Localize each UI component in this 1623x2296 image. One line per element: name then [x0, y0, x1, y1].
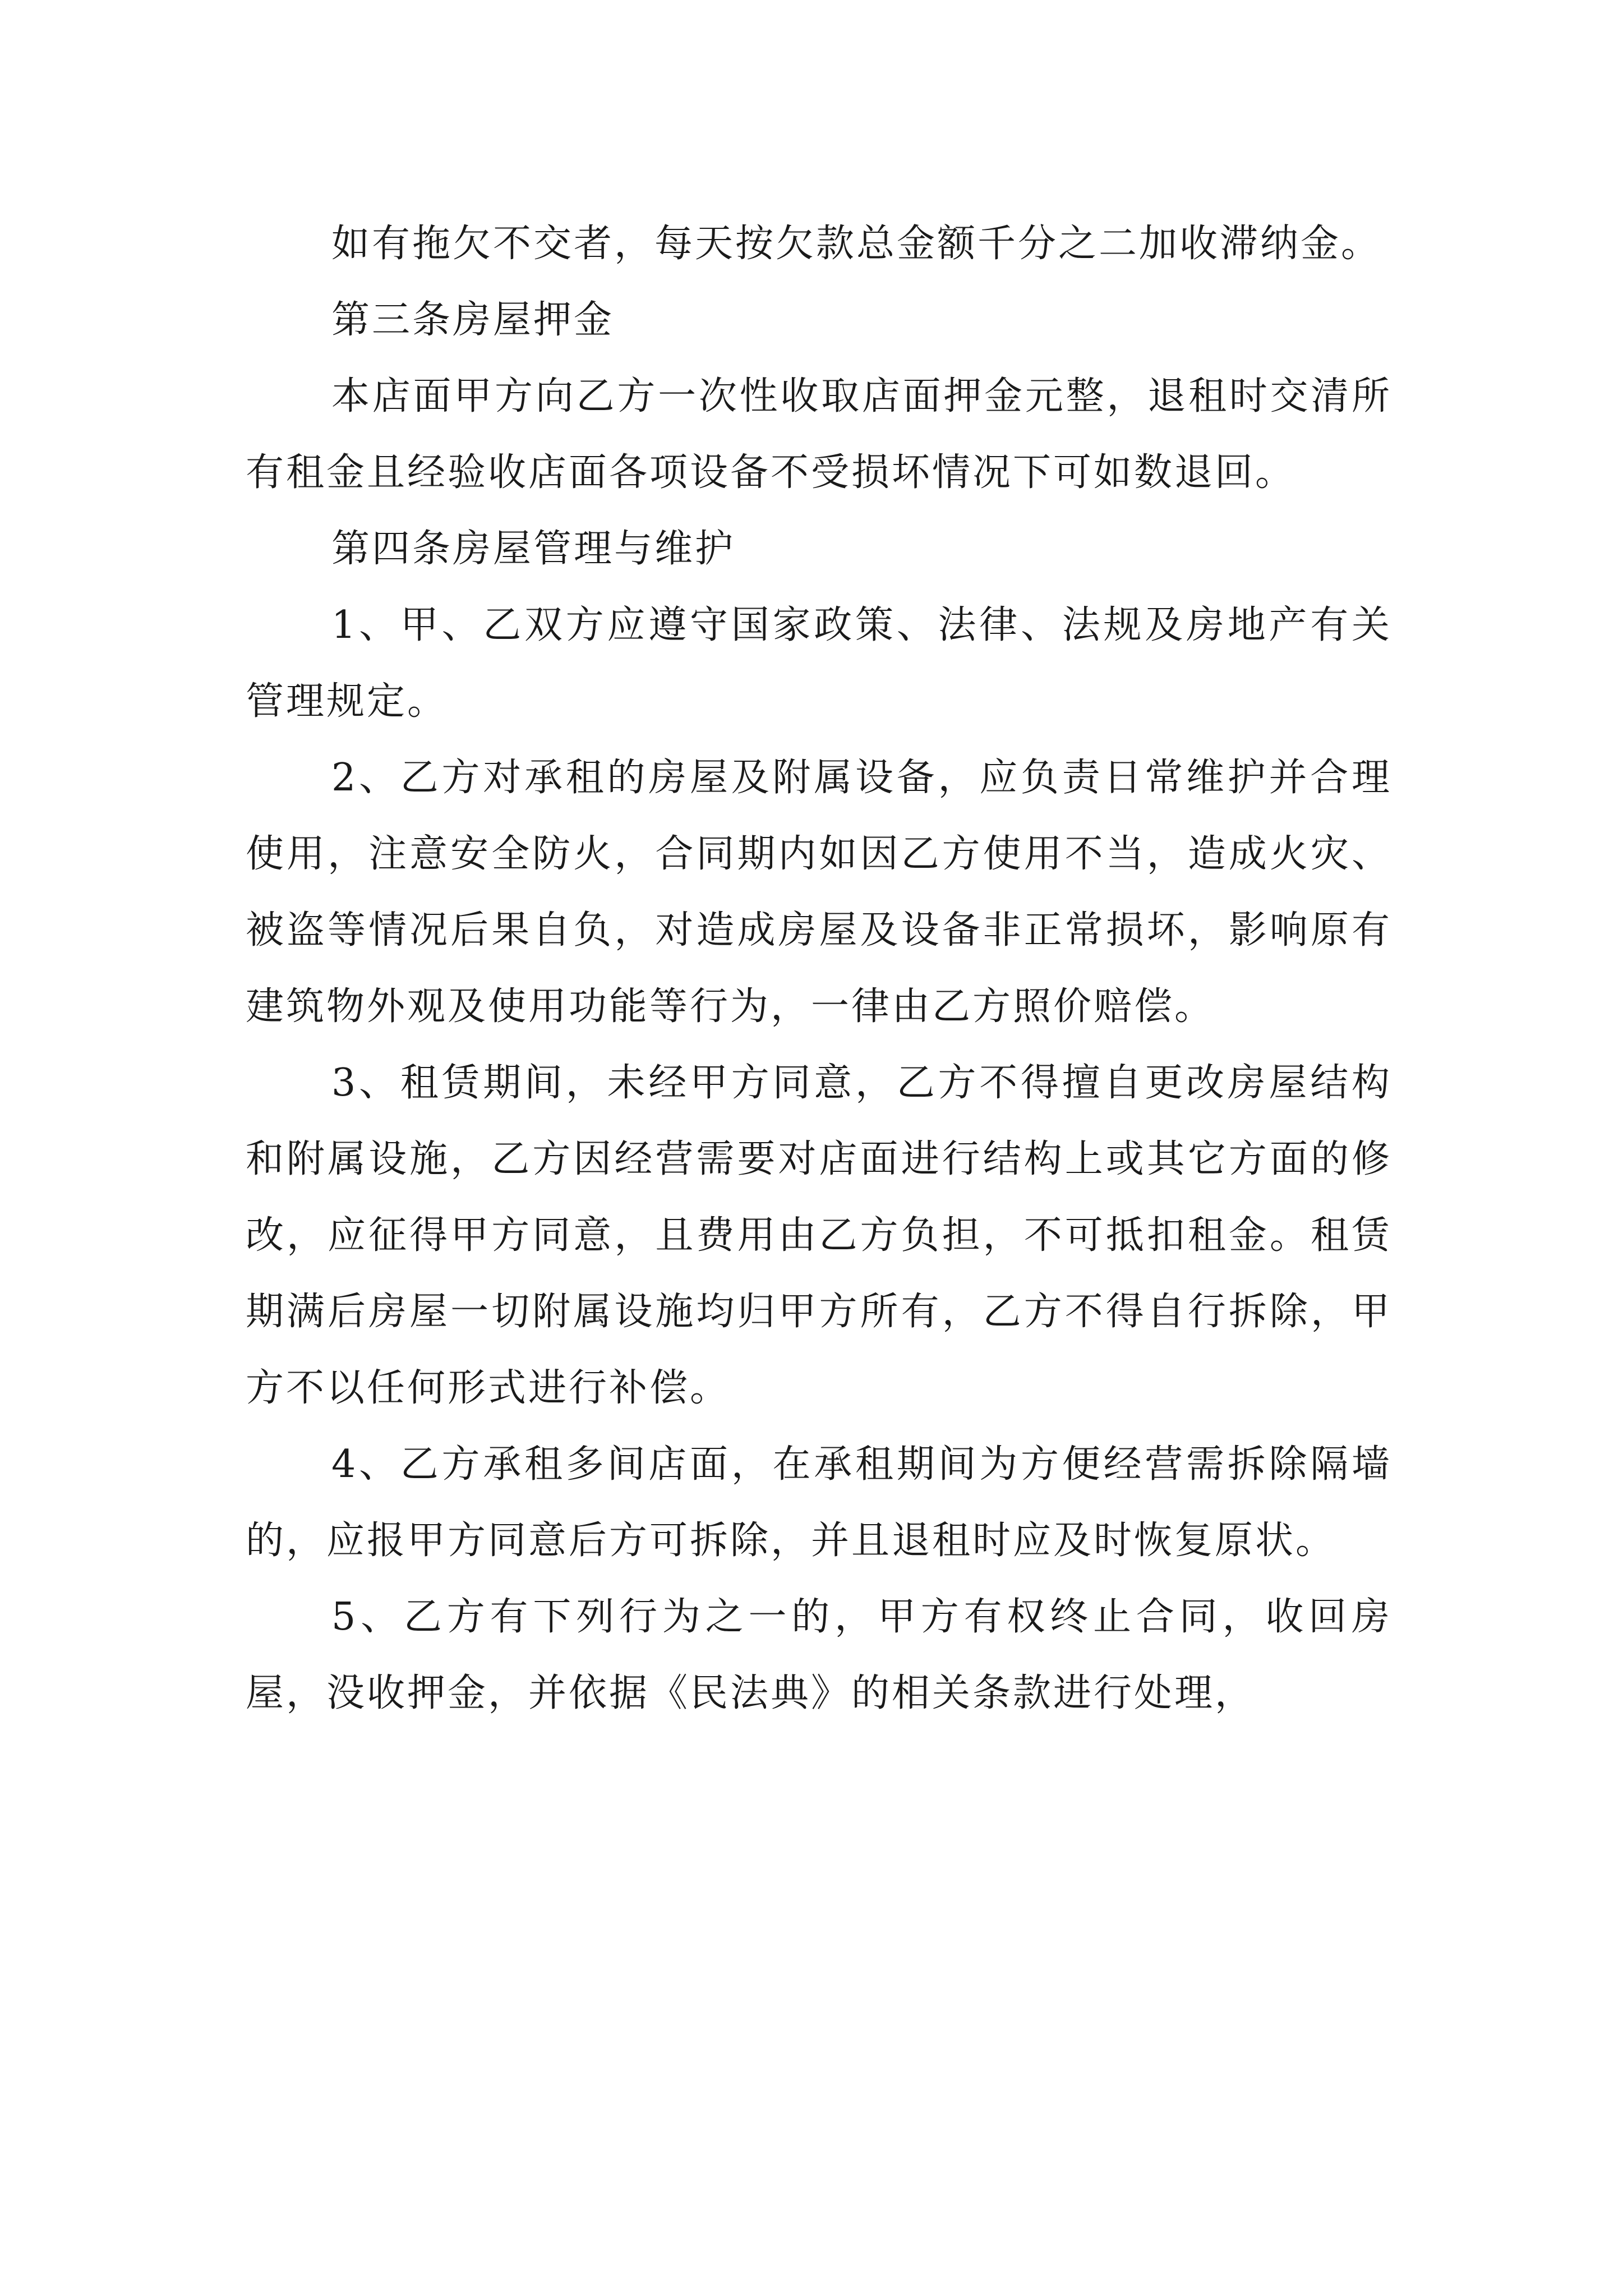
paragraph-clause-4: 4、乙方承租多间店面，在承租期间为方便经营需拆除隔墙的，应报甲方同意后方可拆除，并且退租时应及时恢复原状。 — [246, 1442, 1392, 1563]
paragraph-clause-2: 2、乙方对承租的房屋及附属设备，应负责日常维护并合理使用，注意安全防火，合同期内如因乙方使用不当，造成火灾、被盗等情况后果自负，对造成房屋及设备非正常损坏，影响原有建筑物外观及使用功能等行为，一律由乙方照价赔偿。 — [246, 756, 1392, 1029]
paragraph-clause-1: 1、甲、乙双方应遵守国家政策、法律、法规及房地产有关管理规定。 — [246, 603, 1392, 724]
paragraph-clause-3: 3、租赁期间，未经甲方同意，乙方不得擅自更改房屋结构和附属设施，乙方因经营需要对店面进行结构上或其它方面的修改，应征得甲方同意，且费用由乙方负担，不可抵扣租金。租赁期满后房屋一切附属设施均归甲方所有，乙方不得自行拆除，甲方不以任何形式进行补偿。 — [246, 1061, 1392, 1410]
heading-article-3-deposit: 第三条房屋押金 — [331, 298, 615, 342]
paragraph-clause-5: 5、乙方有下列行为之一的，甲方有权终止合同，收回房屋，没收押金，并依据《民法典》的相关条款进行处理， — [246, 1595, 1392, 1715]
heading-article-4-maintenance: 第四条房屋管理与维护 — [331, 527, 736, 571]
paragraph-late-fee: 如有拖欠不交者，每天按欠款总金额千分之二加收滞纳金。 — [331, 222, 1382, 266]
paragraph-deposit: 本店面甲方向乙方一次性收取店面押金元整，退租时交清所有租金且经验收店面各项设备不受损坏情况下可如数退回。 — [246, 374, 1392, 495]
contract-body — [246, 206, 1392, 1732]
